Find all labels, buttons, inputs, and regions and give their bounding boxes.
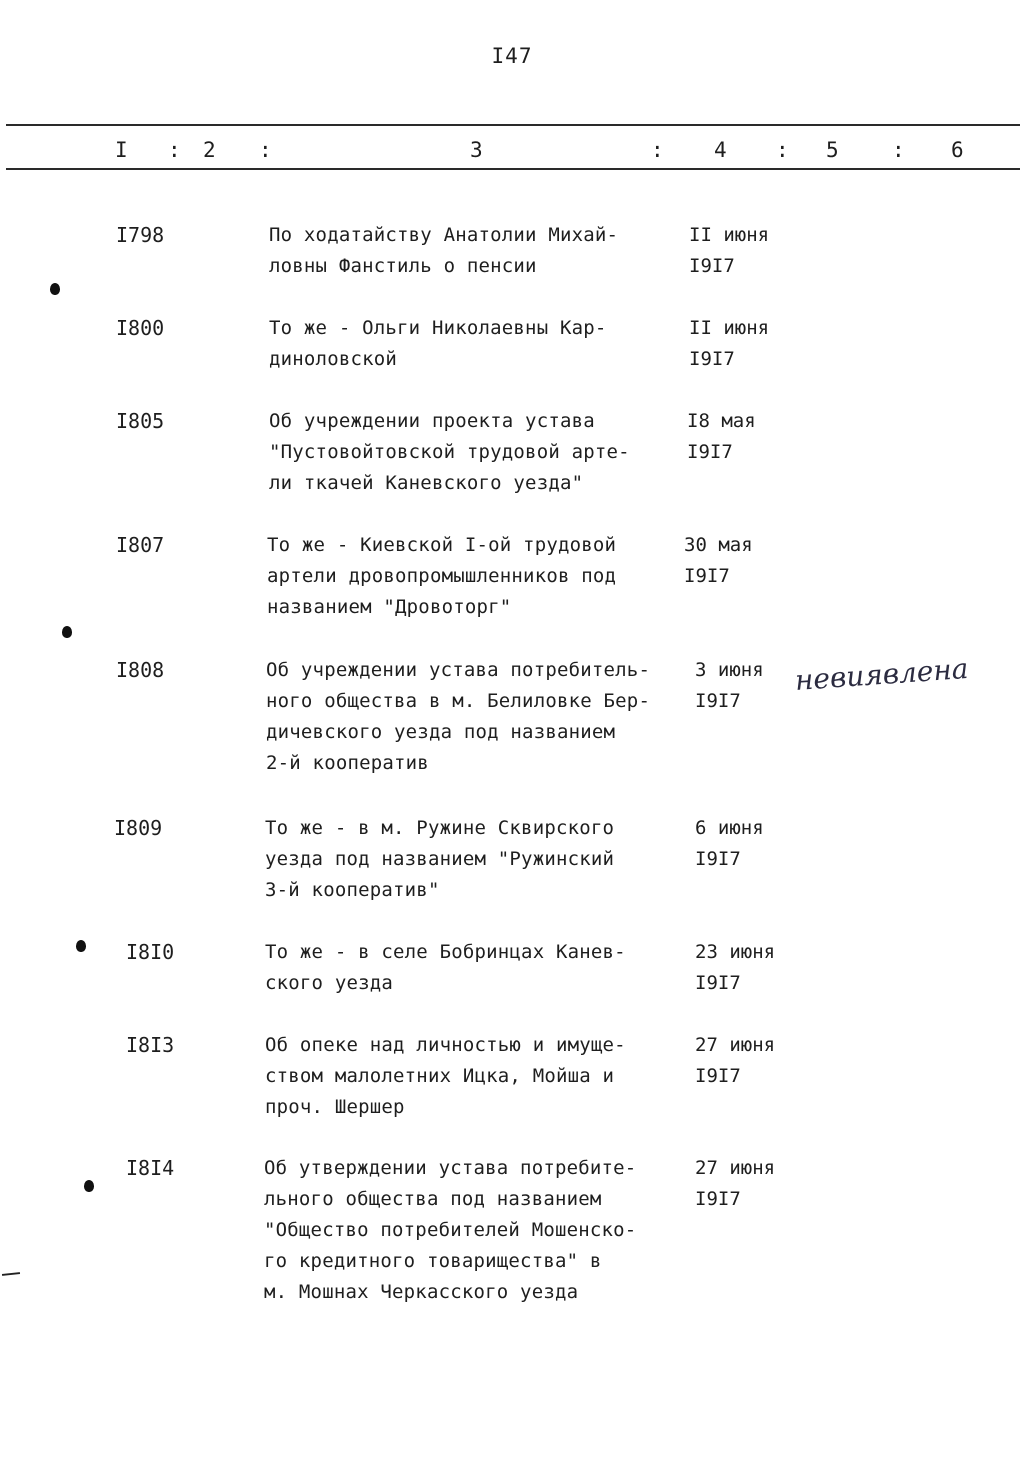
case-number: I805 bbox=[116, 409, 165, 433]
case-title: Об учреждении устава потребитель- ного общества в м. Белиловке Бер- дичевского уезда под названием 2-й кооператив bbox=[266, 659, 651, 774]
case-number: I807 bbox=[116, 533, 165, 557]
case-number: I800 bbox=[116, 316, 165, 340]
margin-stroke bbox=[2, 1272, 20, 1276]
punch-hole-mark bbox=[50, 283, 60, 295]
page-number: I47 bbox=[491, 44, 533, 68]
case-date: 27 июня I9I7 bbox=[695, 1034, 776, 1087]
handwritten-note: невиявлена bbox=[793, 651, 970, 697]
punch-hole-mark bbox=[76, 940, 86, 952]
punch-hole-mark bbox=[84, 1180, 94, 1192]
case-title: То же - Ольги Николаевны Кар- динолoвской bbox=[269, 317, 607, 370]
case-date: 30 мая I9I7 bbox=[684, 534, 753, 587]
column-header-4: 4 bbox=[714, 138, 727, 162]
case-date: II июня I9I7 bbox=[689, 224, 770, 277]
column-separator: : bbox=[776, 138, 789, 162]
case-number: I809 bbox=[114, 816, 163, 840]
table-header-bottom-rule bbox=[6, 168, 1020, 170]
case-number: I8I3 bbox=[126, 1033, 175, 1057]
case-title: Об учреждении проекта устава "Пустовойтовской трудовой арте- ли ткачей Каневского уезда" bbox=[269, 410, 630, 494]
case-title: То же - в селе Бобринцах Канев- ского уезда bbox=[265, 941, 626, 994]
column-header-2: 2 bbox=[203, 138, 216, 162]
column-separator: : bbox=[651, 138, 664, 162]
column-header-3: 3 bbox=[470, 138, 483, 162]
case-date: 3 июня I9I7 bbox=[695, 659, 764, 712]
case-date: 27 июня I9I7 bbox=[695, 1157, 776, 1210]
case-number: I8I4 bbox=[126, 1156, 175, 1180]
case-title: Об утверждении устава потребите- льного общества под названием "Общество потребителей Мошенско- го кредитного товарищества" в м. Мошнах Черкасского уезда bbox=[264, 1157, 637, 1303]
case-title: Об опеке над личностью и имуще- ством малолетних Ицка, Мойша и проч. Шершер bbox=[265, 1034, 626, 1118]
column-separator: : bbox=[259, 138, 272, 162]
case-number: I8I0 bbox=[126, 940, 175, 964]
case-date: I8 мая I9I7 bbox=[687, 410, 756, 463]
column-header-1: I bbox=[115, 138, 128, 162]
column-header-6: 6 bbox=[951, 138, 964, 162]
table-header-top-rule bbox=[6, 124, 1020, 126]
column-separator: : bbox=[168, 138, 181, 162]
case-date: II июня I9I7 bbox=[689, 317, 770, 370]
case-title: По ходатайству Анатолии Михай- ловны Фанстиль о пенсии bbox=[269, 224, 619, 277]
case-title: То же - Киевской I-ой трудовой артели дровопромышленников под названием "Дровоторг" bbox=[267, 534, 617, 618]
case-number: I808 bbox=[116, 658, 165, 682]
punch-hole-mark bbox=[62, 626, 72, 638]
case-date: 23 июня I9I7 bbox=[695, 941, 776, 994]
case-title: То же - в м. Ружине Сквирского уезда под названием "Ружинский 3-й кооператив" bbox=[265, 817, 615, 901]
case-date: 6 июня I9I7 bbox=[695, 817, 764, 870]
column-header-5: 5 bbox=[826, 138, 839, 162]
case-number: I798 bbox=[116, 223, 165, 247]
column-separator: : bbox=[892, 138, 905, 162]
table-header bbox=[0, 138, 1024, 168]
